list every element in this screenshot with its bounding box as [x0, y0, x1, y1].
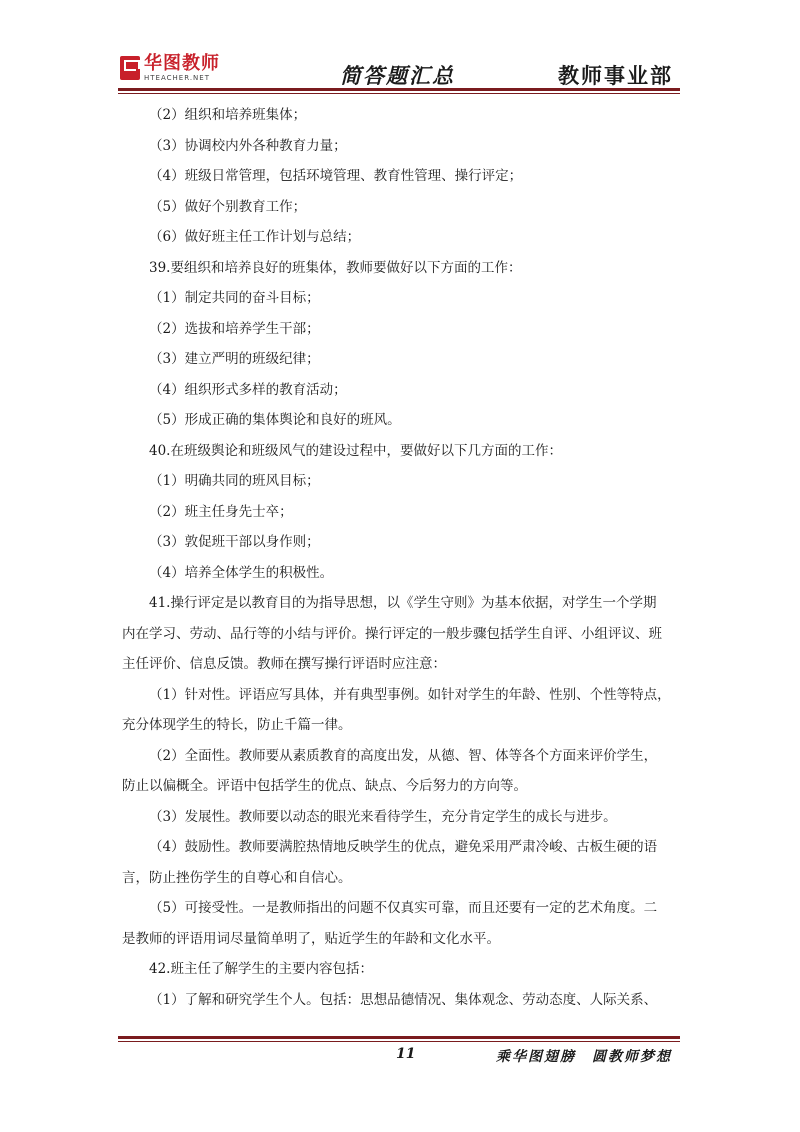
text-line: （1）了解和研究学生个人。包括：思想品德情况、集体观念、劳动态度、人际关系、: [149, 991, 658, 1008]
logo-cn-text: 华图教师: [144, 52, 220, 74]
text-line: 内在学习、劳动、品行等的小结与评价。操行评定的一般步骤包括学生自评、小组评议、班: [122, 625, 662, 642]
header-rule-thick: [118, 88, 680, 91]
footer-rule-thick: [118, 1036, 680, 1039]
text-line: （2）选拔和培养学生干部；: [149, 320, 320, 337]
document-body: [122, 100, 678, 1015]
text-line: 言，防止挫伤学生的自尊心和自信心。: [122, 869, 352, 886]
text-line: （3）建立严明的班级纪律；: [149, 351, 320, 367]
footer-rule-thin: [118, 1041, 680, 1042]
text-line: （3）发展性。教师要以动态的眼光来看待学生，充分肯定学生的成长与进步。: [149, 808, 617, 825]
text-line: （1）制定共同的奋斗目标；: [149, 290, 320, 306]
text-line: 防止以偏概全。评语中包括学生的优点、缺点、今后努力的方向等。: [122, 778, 527, 794]
text-line: （4）组织形式多样的教育活动；: [149, 381, 347, 398]
text-line: （6）做好班主任工作计划与总结；: [149, 229, 361, 245]
text-line: （2）全面性。教师要从素质教育的高度出发，从德、智、体等各个方面来评价学生，: [149, 747, 658, 764]
text-line: 39.要组织和培养良好的班集体，教师要做好以下方面的工作：: [149, 259, 522, 276]
text-line: 42.班主任了解学生的主要内容包括：: [149, 961, 373, 977]
document-title: 简答题汇总: [340, 63, 455, 88]
page-number: 11: [396, 1046, 416, 1062]
text-line: 是教师的评语用词尽量简单明了，贴近学生的年龄和文化水平。: [122, 930, 500, 947]
text-line: （5）做好个别教育工作；: [149, 198, 307, 215]
text-line: （4）鼓励性。教师要满腔热情地反映学生的优点，避免采用严肃冷峻、古板生硬的语: [149, 839, 658, 855]
text-line: （3）敦促班干部以身作则；: [149, 534, 320, 550]
text-line: （3）协调校内外各种教育力量；: [149, 137, 347, 154]
department-name: 教师事业部: [558, 63, 673, 88]
text-line: （5）形成正确的集体舆论和良好的班风。: [149, 412, 401, 428]
page-header: [0, 0, 800, 100]
logo-en-text: HTEACHER.NET: [144, 73, 210, 82]
text-line: （1）明确共同的班风目标；: [149, 473, 320, 489]
text-line: 主任评价、信息反馈。教师在撰写操行评语时应注意：: [122, 656, 446, 672]
logo-icon: [120, 56, 140, 80]
text-line: 充分体现学生的特长，防止千篇一律。: [122, 717, 352, 733]
footer-slogan: 乘华图翅膀 圆教师梦想: [496, 1049, 672, 1065]
header-rule-thin: [118, 93, 680, 94]
brand-logo: [120, 54, 220, 82]
text-line: （4）培养全体学生的积极性。: [149, 564, 334, 581]
text-line: （1）针对性。评语应写具体，并有典型事例。如针对学生的年龄、性别、个性等特点，: [149, 686, 671, 703]
text-line: （2）班主任身先士卒；: [149, 503, 293, 520]
text-line: 41.操行评定是以教育目的为指导思想，以《学生守则》为基本依据，对学生一个学期: [149, 595, 657, 611]
text-line: 40.在班级舆论和班级风气的建设过程中，要做好以下几方面的工作：: [149, 442, 562, 459]
text-line: （4）班级日常管理，包括环境管理、教育性管理、操行评定；: [149, 168, 523, 184]
text-line: （2）组织和培养班集体；: [149, 107, 307, 123]
text-line: （5）可接受性。一是教师指出的问题不仅真实可靠，而且还要有一定的艺术角度。二: [149, 900, 658, 916]
